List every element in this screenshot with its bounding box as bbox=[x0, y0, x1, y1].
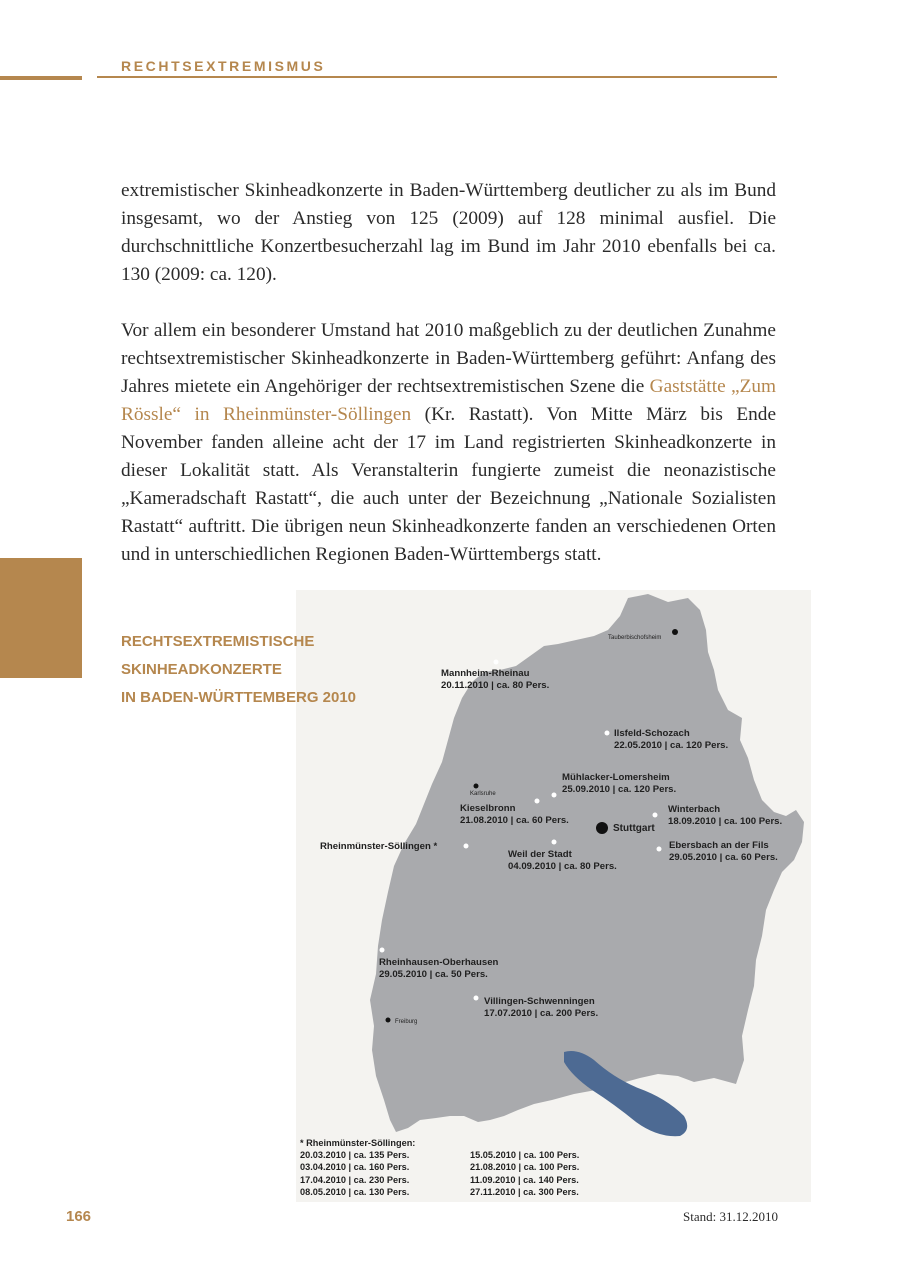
footnote-entry: 20.03.2010 | ca. 135 Pers. bbox=[300, 1150, 410, 1160]
footnote-entry: 08.05.2010 | ca. 130 Pers. bbox=[300, 1186, 410, 1197]
city-label-karlsruhe: Karlsruhe bbox=[470, 791, 496, 797]
concert-detail: 17.07.2010 | ca. 200 Pers. bbox=[484, 1008, 599, 1019]
page-number: 166 bbox=[66, 1208, 92, 1225]
header-rule-left bbox=[0, 76, 82, 80]
concert-label-ebersbach bbox=[669, 840, 778, 864]
body-paragraph-1: extremistischer Skinheadkonzerte in Baden-Württemberg deutlicher zu als im Bund insgesamt, wo der Anstieg von 125 (2009) auf 128 minimal ausfiel. Die durchschnittliche Konzertbesucherzahl lag im Bund im Jahr 2010 ebenfalls bei ca. 130 (2009: ca. 120). bbox=[121, 180, 776, 285]
concert-dot-rheinhausen bbox=[380, 948, 385, 953]
concert-name: Ilsfeld-Schozach bbox=[614, 728, 690, 739]
concert-detail: 25.09.2010 | ca. 120 Pers. bbox=[562, 784, 677, 795]
concert-label-mannheim bbox=[441, 668, 549, 692]
city-dot-karlsruhe bbox=[474, 784, 479, 789]
concert-detail: 18.09.2010 | ca. 100 Pers. bbox=[668, 816, 783, 827]
paragraph-text: (Kr. Rastatt). Von Mitte März bis Ende November fanden alleine acht der 17 im Land registrierten Skinheadkonzerte in dieser Lokalität statt. Als Veranstalterin fungierte zumeist die neonazistische „Kameradschaft Rastatt“, die auch unter der Bezeichnung „Nationale Sozialisten Rastatt“ auftritt. Die übrigen neun Skinheadkonzerte fanden an verschiedenen Orten und in unterschiedlichen Regionen Baden-Württembergs statt. bbox=[121, 404, 776, 565]
concert-label-weil bbox=[508, 849, 617, 873]
footnote-entry: 21.08.2010 | ca. 100 Pers. bbox=[470, 1162, 580, 1173]
concert-dot-ebersbach bbox=[657, 847, 662, 852]
city-label-tauberbischofsheim: Tauberbischofsheim bbox=[608, 635, 662, 641]
body-paragraph-2 bbox=[121, 317, 776, 569]
concert-label-muehlacker bbox=[562, 772, 676, 796]
footnote-heading: * Rheinmünster-Söllingen: bbox=[300, 1138, 416, 1148]
footnote-column-1 bbox=[300, 1149, 409, 1198]
concert-dot-weil bbox=[552, 840, 557, 845]
concert-name: Kieselbronn bbox=[460, 803, 516, 814]
concert-dot-ilsfeld bbox=[605, 731, 610, 736]
concert-detail: 22.05.2010 | ca. 120 Pers. bbox=[614, 740, 729, 751]
paragraph-text: Vor allem ein besonderer Umstand hat 2010 maßgeblich zu der deutlichen Zunahme rechtsextremistischer Skinheadkonzerte in Baden-Württemberg geführt: Anfang des Jahres mietete ein Angehöriger der rechtsextremistischen Szene die bbox=[121, 320, 776, 397]
concert-label-villingen bbox=[484, 996, 598, 1020]
concert-label-ilsfeld bbox=[614, 728, 728, 752]
map-title-line-1: RECHTSEXTREMISTISCHE bbox=[121, 633, 315, 650]
city-label-stuttgart: Stuttgart bbox=[613, 823, 655, 834]
map-graphic bbox=[296, 590, 811, 1202]
concert-detail: 29.05.2010 | ca. 60 Pers. bbox=[669, 852, 778, 863]
concert-dot-muehlacker bbox=[552, 793, 557, 798]
footnote-entry: 15.05.2010 | ca. 100 Pers. bbox=[470, 1150, 580, 1160]
concert-label-winterbach bbox=[668, 804, 782, 828]
concert-name: Mannheim-Rheinau bbox=[441, 668, 530, 679]
city-label-freiburg: Freiburg bbox=[395, 1019, 418, 1025]
concert-name: Rheinmünster-Söllingen * bbox=[320, 841, 438, 852]
concert-name: Villingen-Schwenningen bbox=[484, 996, 595, 1007]
concert-label-rheinhausen bbox=[379, 957, 498, 981]
concert-dot-rheinmuenster bbox=[464, 844, 469, 849]
city-dot-freiburg bbox=[386, 1018, 391, 1023]
footnote-entry: 03.04.2010 | ca. 160 Pers. bbox=[300, 1162, 410, 1173]
footnote-column-2 bbox=[470, 1149, 579, 1198]
concert-detail: 21.08.2010 | ca. 60 Pers. bbox=[460, 815, 569, 826]
concert-name: Winterbach bbox=[668, 804, 721, 815]
concert-label-rheinmuenster bbox=[320, 841, 437, 853]
concert-name: Weil der Stadt bbox=[508, 849, 572, 860]
footnote-entry: 11.09.2010 | ca. 140 Pers. bbox=[470, 1174, 579, 1185]
highlighted-venue: Gaststätte „Zum Rössle“ in Rheinmünster-Söllingen bbox=[121, 376, 776, 425]
map-title-line-3: IN BADEN-WÜRTTEMBERG 2010 bbox=[121, 689, 357, 706]
side-marker-block bbox=[0, 558, 82, 678]
concert-dot-villingen bbox=[474, 996, 479, 1001]
concert-dot-mannheim bbox=[494, 660, 499, 665]
stand-date: Stand: 31.12.2010 bbox=[683, 1209, 778, 1224]
concert-name: Ebersbach an der Fils bbox=[669, 840, 769, 851]
footnote-entry: 17.04.2010 | ca. 230 Pers. bbox=[300, 1174, 410, 1185]
city-dot-tauberbischofsheim bbox=[672, 629, 678, 635]
section-title: RECHTSEXTREMISMUS bbox=[121, 58, 326, 74]
concert-detail: 29.05.2010 | ca. 50 Pers. bbox=[379, 969, 488, 980]
concert-label-kieselbronn bbox=[460, 803, 569, 827]
concert-detail: 04.09.2010 | ca. 80 Pers. bbox=[508, 861, 617, 872]
concert-dot-winterbach bbox=[653, 813, 658, 818]
concert-name: Mühlacker-Lomersheim bbox=[562, 772, 670, 783]
concert-map bbox=[296, 590, 811, 1202]
map-title bbox=[121, 628, 356, 712]
city-dot-stuttgart bbox=[596, 822, 608, 834]
concert-detail: 20.11.2010 | ca. 80 Pers. bbox=[441, 680, 550, 691]
header-rule-right bbox=[97, 76, 777, 78]
map-title-line-2: SKINHEADKONZERTE bbox=[121, 661, 282, 678]
concert-name: Rheinhausen-Oberhausen bbox=[379, 957, 499, 968]
footnote-entry: 27.11.2010 | ca. 300 Pers. bbox=[470, 1186, 579, 1197]
